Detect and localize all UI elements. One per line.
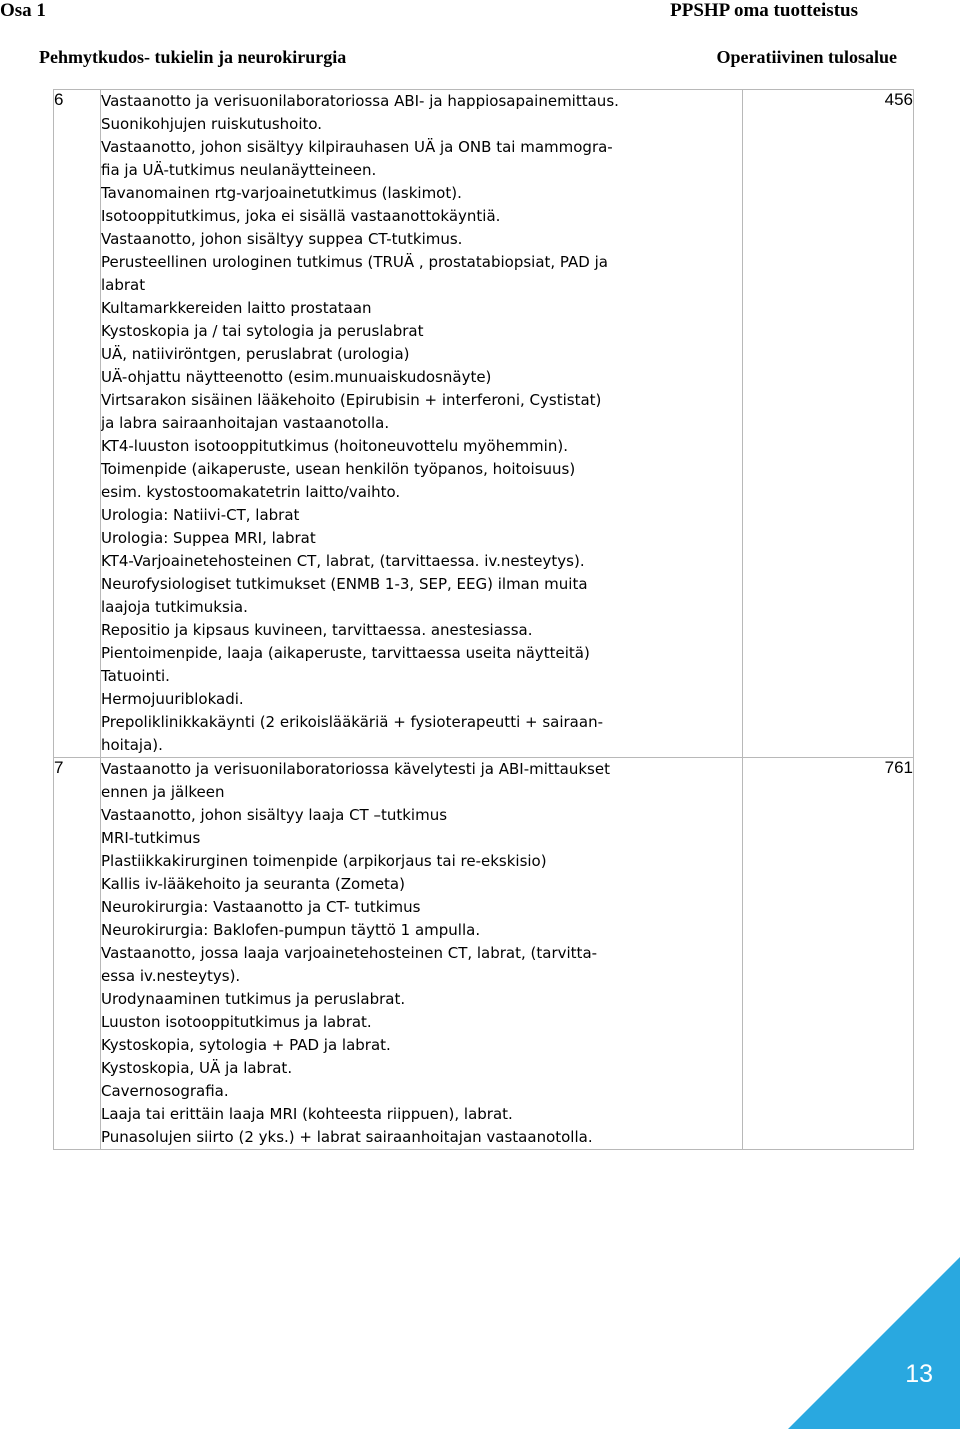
description-line: UÄ-ohjattu näytteenotto (esim.munuaiskudosnäyte): [101, 368, 492, 386]
row-number: 6: [54, 90, 101, 758]
description-line: Hermojuuriblokadi.: [101, 690, 244, 708]
description-line: Vastaanotto, johon sisältyy suppea CT-tutkimus.: [101, 230, 463, 248]
description-line: ennen ja jälkeen: [101, 783, 225, 801]
description-line: Neurokirurgia: Vastaanotto ja CT- tutkimus: [101, 898, 421, 916]
description-line: Perusteellinen urologinen tutkimus (TRUÄ , prostatabiopsiat, PAD ja: [101, 253, 608, 271]
description-line: Suonikohjujen ruiskutushoito.: [101, 115, 323, 133]
row-price: 761: [743, 758, 914, 1150]
department-name: Pehmytkudos- tukielin ja neurokirurgia: [39, 47, 347, 67]
unit-name: Operatiivinen tulosalue: [716, 47, 897, 67]
description-line: Kultamarkkereiden laitto prostataan: [101, 299, 372, 317]
description-line: UÄ, natiiviröntgen, peruslabrat (urologia): [101, 345, 410, 363]
description-line: Repositio ja kipsaus kuvineen, tarvittaessa. anestesiassa.: [101, 621, 533, 639]
description-line: Neurokirurgia: Baklofen-pumpun täyttö 1 ampulla.: [101, 921, 481, 939]
description-line: Luuston isotooppitutkimus ja labrat.: [101, 1013, 372, 1031]
description-line: KT4-Varjoainetehosteinen CT, labrat, (tarvittaessa. iv.nesteytys).: [101, 552, 585, 570]
description-line: Neurofysiologiset tutkimukset (ENMB 1-3, SEP, EEG) ilman muita: [101, 575, 588, 593]
description-line: Urodynaaminen tutkimus ja peruslabrat.: [101, 990, 406, 1008]
table-row: [54, 758, 914, 1150]
description-line: Laaja tai erittäin laaja MRI (kohteesta riippuen), labrat.: [101, 1105, 513, 1123]
row-description: [101, 90, 743, 758]
row-price: 456: [743, 90, 914, 758]
description-line: Vastaanotto ja verisuonilaboratoriossa kävelytesti ja ABI-mittaukset: [101, 760, 610, 778]
description-line: Tatuointi.: [101, 667, 170, 685]
description-line: Tavanomainen rtg-varjoainetutkimus (laskimot).: [101, 184, 462, 202]
description-line: MRI-tutkimus: [101, 829, 201, 847]
table-row: [54, 90, 914, 758]
description-line: Kallis iv-lääkehoito ja seuranta (Zometa): [101, 875, 405, 893]
description-line: Punasolujen siirto (2 yks.) + labrat sairaanhoitajan vastaanotolla.: [101, 1128, 593, 1146]
row-number: 7: [54, 758, 101, 1150]
description-line: Vastaanotto, johon sisältyy kilpirauhasen UÄ ja ONB tai mammogra-: [101, 138, 613, 156]
page-corner: [788, 1257, 960, 1429]
product-table: [53, 89, 914, 1150]
corner-triangle: [788, 1257, 960, 1429]
description-line: Urologia: Suppea MRI, labrat: [101, 529, 316, 547]
description-line: Cavernosografia.: [101, 1082, 229, 1100]
description-line: hoitaja).: [101, 736, 163, 754]
description-line: labrat: [101, 276, 146, 294]
description-line: Plastiikkakirurginen toimenpide (arpikorjaus tai re-ekskisio): [101, 852, 547, 870]
product-table-body: [54, 90, 914, 1150]
description-line: fia ja UÄ-tutkimus neulanäytteineen.: [101, 161, 377, 179]
description-line: Vastaanotto, jossa laaja varjoainetehosteinen CT, labrat, (tarvitta-: [101, 944, 598, 962]
description-line: Urologia: Natiivi-CT, labrat: [101, 506, 300, 524]
section-label: Osa 1: [0, 0, 46, 21]
document-title: PPSHP oma tuotteistus: [670, 0, 858, 21]
description-line: Kystoskopia, sytologia + PAD ja labrat.: [101, 1036, 391, 1054]
description-line: esim. kystostoomakatetrin laitto/vaihto.: [101, 483, 401, 501]
description-line: Pientoimenpide, laaja (aikaperuste, tarvittaessa useita näytteitä): [101, 644, 590, 662]
description-line: Kystoskopia, UÄ ja labrat.: [101, 1059, 293, 1077]
description-line: Isotooppitutkimus, joka ei sisällä vastaanottokäyntiä.: [101, 207, 501, 225]
description-line: Kystoskopia ja / tai sytologia ja peruslabrat: [101, 322, 424, 340]
page-number: 13: [905, 1360, 933, 1388]
description-line: Vastaanotto, johon sisältyy laaja CT –tutkimus: [101, 806, 448, 824]
description-line: Toimenpide (aikaperuste, usean henkilön työpanos, hoitoisuus): [101, 460, 576, 478]
row-description: [101, 758, 743, 1150]
description-line: KT4-luuston isotooppitutkimus (hoitoneuvottelu myöhemmin).: [101, 437, 568, 455]
description-line: Vastaanotto ja verisuonilaboratoriossa ABI- ja happiosapainemittaus.: [101, 92, 619, 110]
description-line: essa iv.nesteytys).: [101, 967, 241, 985]
description-line: laajoja tutkimuksia.: [101, 598, 248, 616]
description-line: Prepoliklinikkakäynti (2 erikoislääkäriä + fysioterapeutti + sairaan-: [101, 713, 603, 731]
description-line: ja labra sairaanhoitajan vastaanotolla.: [101, 414, 390, 432]
description-line: Virtsarakon sisäinen lääkehoito (Epirubisin + interferoni, Cystistat): [101, 391, 602, 409]
